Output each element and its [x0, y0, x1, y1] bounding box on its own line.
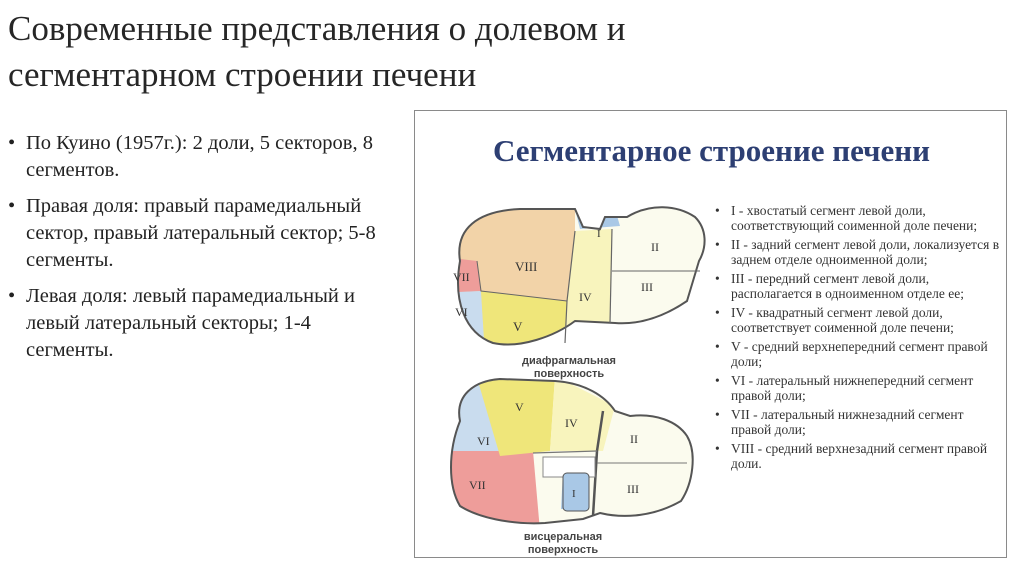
segment-III-visceral-label: III — [627, 482, 639, 496]
segment-VI-label: VI — [455, 305, 468, 319]
caption-line: поверхность — [533, 368, 605, 380]
segment-IV-label: IV — [579, 290, 592, 304]
slide-title-line2: сегментарном строении печени — [8, 55, 477, 94]
segment-I-label: I — [597, 228, 601, 240]
legend-item: • III - передний сегмент левой доли, располагается в одноименном отделе ее; — [711, 271, 1001, 301]
legend-item: • VII - латеральный нижнезадний сегмент правой доли; — [711, 407, 1001, 437]
segment-legend — [711, 203, 1001, 475]
segment-II-label: II — [651, 240, 659, 254]
segment-IV-visceral-label: IV — [565, 416, 578, 430]
legend-item: • VIII - средний верхнезадний сегмент правой доли. — [711, 441, 1001, 471]
bullet-item: • По Куино (1957г.): 2 доли, 5 секторов, 8 сегментов. — [8, 130, 403, 184]
segment-II-visceral-label: II — [630, 432, 638, 446]
legend-item: • IV - квадратный сегмент левой доли, соответствует соименной доле печени; — [711, 305, 1001, 335]
segment-V-visceral-label: V — [515, 400, 524, 414]
legend-item: • I - хвостатый сегмент левой доли, соответствующий соименной доле печени; — [711, 203, 1001, 233]
caption-visceral — [503, 531, 623, 557]
legend-item: • VI - латеральный нижнепередний сегмент правой доли; — [711, 373, 1001, 403]
bullet-list — [8, 130, 403, 373]
segment-I-visceral-label: I — [572, 488, 576, 500]
figure-title: Сегментарное строение печени — [492, 133, 931, 168]
slide-title-line1: Современные представления о долевом и — [8, 9, 626, 48]
segment-V-top-area — [481, 291, 567, 356]
segment-V-label: V — [513, 319, 523, 334]
diaphragmatic-surface — [435, 201, 715, 361]
segment-I-caudate — [563, 473, 589, 511]
segment-VII-visceral-label: VII — [469, 478, 486, 492]
segment-VIII-label: VIII — [515, 259, 538, 274]
slide-title — [8, 6, 1008, 98]
legend-item: • II - задний сегмент левой доли, локализуется в заднем отделе одноименной доли; — [711, 237, 1001, 267]
caption-diaphragmatic — [509, 355, 629, 381]
segment-VI-visceral-label: VI — [477, 434, 490, 448]
bullet-item: • Правая доля: правый парамедиальный сектор, правый латеральный сектор; 5-8 сегменты. — [8, 193, 403, 274]
caption-line: висцеральная — [523, 531, 603, 543]
caption-line: диафрагмальная — [522, 355, 616, 367]
segment-III-label: III — [641, 280, 653, 294]
liver-figure — [414, 110, 1007, 558]
caption-line: поверхность — [527, 544, 599, 556]
legend-item: • V - средний верхнепередний сегмент правой доли; — [711, 339, 1001, 369]
bullet-item: • Левая доля: левый парамедиальный и левый латеральный секторы; 1-4 сегменты. — [8, 283, 403, 364]
segment-VII-label: VII — [453, 270, 470, 284]
